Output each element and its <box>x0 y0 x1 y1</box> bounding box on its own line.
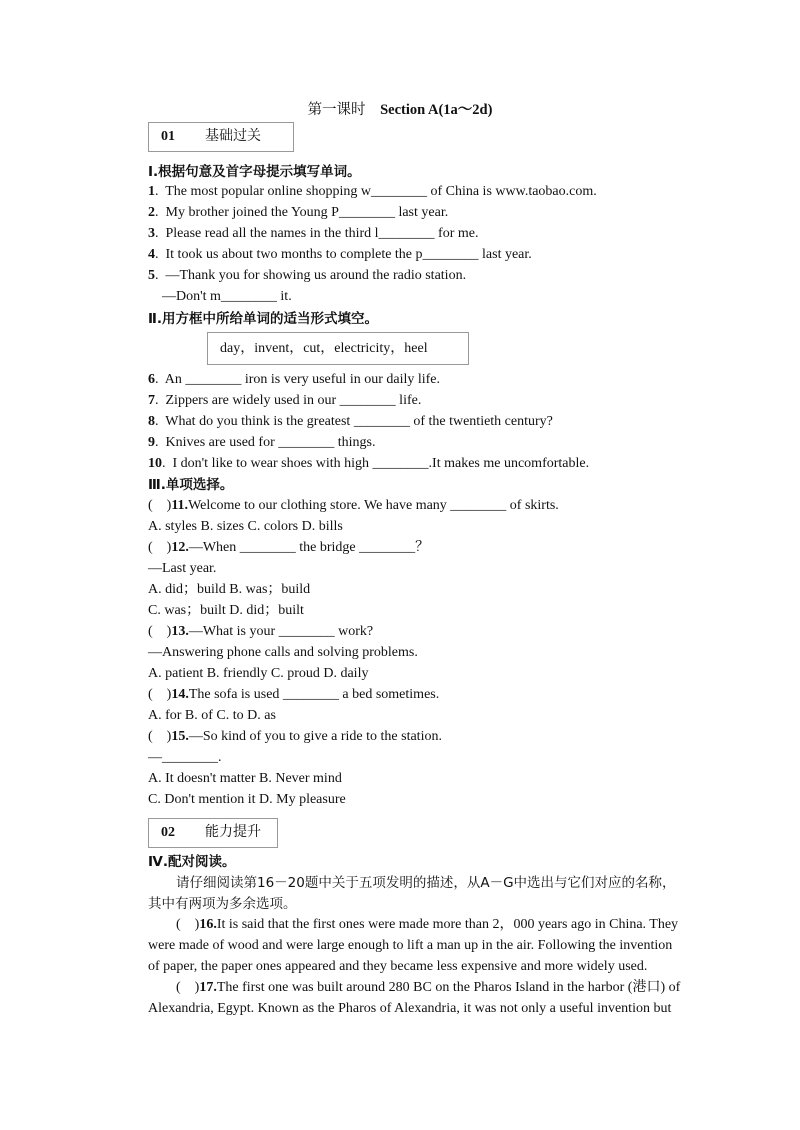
question-15: ( )15.—So kind of you to give a ride to the station. <box>148 729 442 744</box>
list-item: 2. My brother joined the Young P________ last year. <box>148 205 449 220</box>
question-16: ( )16.It is said that the first ones were made more than 2，000 years ago in China. They <box>176 917 679 932</box>
part1-heading: Ⅰ.根据句意及首字母提示填写单词。 <box>148 164 361 180</box>
section-label: 基础过关 <box>205 129 261 144</box>
word-box: day，invent，cut，electricity，heel <box>207 332 469 365</box>
question-reply: —Last year. <box>148 561 217 576</box>
list-item: 3. Please read all the names in the third l________ for me. <box>148 226 479 241</box>
list-item: 9. Knives are used for ________ things. <box>148 435 376 450</box>
options: A. It doesn't matter B. Never mind <box>148 771 342 786</box>
options: A. patient B. friendly C. proud D. daily <box>148 666 369 681</box>
section-number: 01 <box>161 129 175 144</box>
passage-line: of paper, the paper ones appeared and they became less expensive and more widely used. <box>148 959 648 974</box>
title-main: Section A(1a～2d) <box>380 102 493 118</box>
part4-heading: Ⅳ.配对阅读。 <box>148 854 236 870</box>
list-item: 8. What do you think is the greatest ________ of the twentieth century? <box>148 414 553 429</box>
instruction-line: 其中有两项为多余选项。 <box>148 896 297 912</box>
question-14: ( )14.The sofa is used ________ a bed sometimes. <box>148 687 440 702</box>
passage-line: Alexandria, Egypt. Known as the Pharos of Alexandria, it was not only a useful invention but <box>148 1001 672 1016</box>
section-number: 02 <box>161 825 175 840</box>
question-13: ( )13.—What is your ________ work? <box>148 624 374 639</box>
page-title <box>0 98 800 119</box>
question-reply: —Answering phone calls and solving problems. <box>148 645 418 660</box>
part3-heading: Ⅲ.单项选择。 <box>148 477 234 493</box>
section-label: 能力提升 <box>205 825 261 840</box>
options: A. styles B. sizes C. colors D. bills <box>148 519 343 534</box>
title-prefix: 第一课时 <box>307 102 366 118</box>
list-item: 10. I don't like to wear shoes with high ________.It makes me uncomfortable. <box>148 456 590 471</box>
options: C. Don't mention it D. My pleasure <box>148 792 346 807</box>
list-item: 1. The most popular online shopping w________ of China is www.taobao.com. <box>148 184 597 199</box>
options: C. was；built D. did；built <box>148 603 304 618</box>
question-11: ( )11.Welcome to our clothing store. We have many ________ of skirts. <box>148 498 559 513</box>
list-item-reply: —Don't m________ it. <box>162 289 292 304</box>
section-box-basic <box>148 122 294 152</box>
options: A. for B. of C. to D. as <box>148 708 276 723</box>
question-12: ( )12.—When ________ the bridge ________？ <box>148 540 430 555</box>
instruction-line: 请仔细阅读第16－20题中关于五项发明的描述，从A－G中选出与它们对应的名称， <box>176 875 676 891</box>
section-box-advanced <box>148 818 278 848</box>
question-17: ( )17.The first one was built around 280 BC on the Pharos Island in the harbor (港口) of <box>176 980 681 995</box>
list-item: 7. Zippers are widely used in our ________ life. <box>148 393 422 408</box>
passage-line: were made of wood and were large enough to lift a man up in the air. Following the invention <box>148 938 673 953</box>
part2-heading: Ⅱ.用方框中所给单词的适当形式填空。 <box>148 311 379 327</box>
options: A. did；build B. was；build <box>148 582 311 597</box>
list-item: 5. —Thank you for showing us around the radio station. <box>148 268 467 283</box>
list-item: 4. It took us about two months to complete the p________ last year. <box>148 247 532 262</box>
question-reply: —________. <box>148 750 222 765</box>
list-item: 6. An ________ iron is very useful in our daily life. <box>148 372 441 387</box>
